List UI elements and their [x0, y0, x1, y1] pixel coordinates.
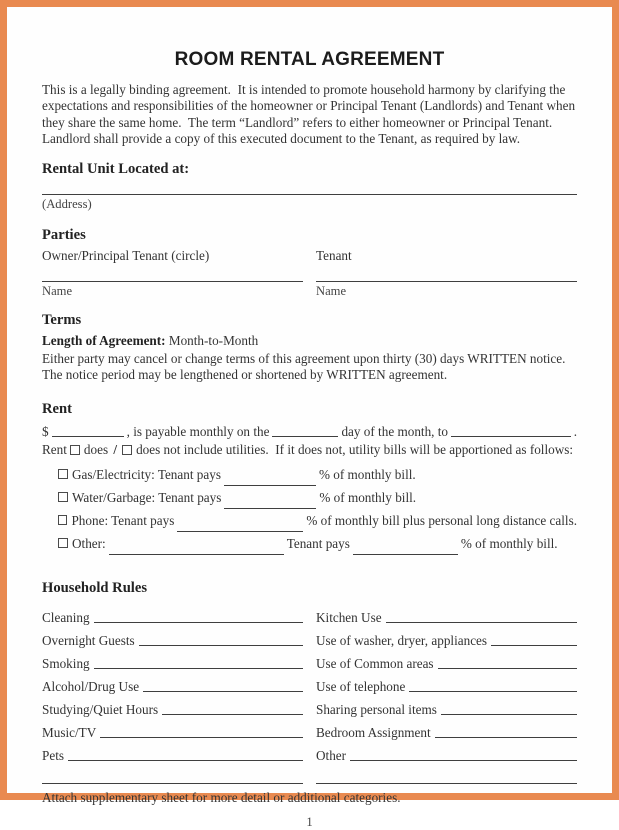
- intro-paragraph: This is a legally binding agreement. It is intended to promote household harmony by clarifying the expectations and responsibilities of the homeowner or Principal Tenant (Landlords) and Tenant when they share the same home. The term “Landlord” refers to either homeowner or Principal Tenant. Landlord shall provide a copy of this executed document to the Tenant, as required by law.: [42, 82, 579, 147]
- tenant-name-field: [316, 281, 577, 299]
- rule-telephone-blank: [409, 691, 577, 692]
- rule-kitchen-use-blank: [386, 622, 577, 623]
- does-label: does: [83, 441, 109, 457]
- rule-alcohol-drug: [42, 673, 303, 696]
- page-number: 1: [306, 814, 313, 829]
- rule-extra-left: [42, 765, 303, 788]
- rule-overnight-guests-label: Overnight Guests: [42, 632, 135, 648]
- gas-percent-blank: [224, 474, 316, 486]
- rule-bedroom-assignment-label: Bedroom Assignment: [316, 724, 431, 740]
- rule-washer-dryer-blank: [491, 645, 577, 646]
- gas-checkbox-icon: [58, 469, 68, 479]
- household-rules-heading: Household Rules: [42, 579, 148, 596]
- rent-payee-blank: [451, 425, 571, 437]
- slash-separator: /: [113, 441, 118, 457]
- rule-sharing-items: [316, 696, 577, 719]
- rule-other-blank: [350, 760, 577, 761]
- owner-name-caption: Name: [42, 283, 73, 298]
- utility-item-phone: [55, 513, 577, 536]
- other-desc-blank: [109, 543, 284, 555]
- parties-heading: Parties: [42, 226, 86, 243]
- rent-day-blank: [272, 425, 338, 437]
- rule-other: [316, 742, 577, 765]
- rule-common-areas-label: Use of Common areas: [316, 655, 434, 671]
- other-percent-blank: [353, 543, 458, 555]
- rule-music-tv-label: Music/TV: [42, 724, 97, 740]
- terms-heading: Terms: [42, 311, 82, 328]
- owner-name-field: [42, 281, 303, 299]
- rule-music-tv-blank: [100, 737, 303, 738]
- owner-principal-label: Owner/Principal Tenant (circle): [42, 247, 210, 263]
- rental-unit-heading: Rental Unit Located at:: [42, 160, 190, 177]
- rent-payable-line: [42, 424, 577, 440]
- other-mid-label: Tenant pays: [286, 535, 350, 551]
- does-not-label: does not include utilities. If it does not, utility bills will be apportioned as follows:: [136, 441, 574, 457]
- water-label: Water/Garbage: Tenant pays: [72, 489, 222, 505]
- rule-common-areas: [316, 650, 577, 673]
- water-checkbox-icon: [58, 492, 68, 502]
- document-page: [7, 7, 612, 829]
- rule-cleaning-blank: [94, 622, 303, 623]
- rule-washer-dryer: [316, 627, 577, 650]
- does-checkbox-icon: [70, 445, 80, 455]
- rule-other-label: Other: [316, 747, 347, 763]
- rent-amount-blank: [52, 425, 124, 437]
- rent-utilities-pre: Rent: [42, 441, 67, 457]
- rule-extra-left-blank: [42, 783, 303, 784]
- rule-cleaning: [42, 604, 303, 627]
- rule-quiet-hours-blank: [162, 714, 303, 715]
- rule-pets: [42, 742, 303, 765]
- rule-quiet-hours-label: Studying/Quiet Hours: [42, 701, 159, 717]
- water-percent-blank: [224, 497, 316, 509]
- rule-alcohol-drug-blank: [143, 691, 303, 692]
- phone-suffix: % of monthly bill plus personal long distance calls.: [306, 512, 577, 528]
- length-of-agreement-label: Length of Agreement:: [42, 332, 166, 348]
- utility-item-water: [55, 490, 577, 513]
- rule-kitchen-use: [316, 604, 577, 627]
- length-of-agreement-line: [42, 333, 577, 349]
- rent-payable-text-2: day of the month, to: [341, 423, 449, 439]
- address-caption: (Address): [42, 196, 92, 211]
- tenant-label: Tenant: [316, 247, 352, 263]
- rule-music-tv: [42, 719, 303, 742]
- tenant-name-caption: Name: [316, 283, 347, 298]
- rule-sharing-items-blank: [441, 714, 577, 715]
- other-checkbox-icon: [58, 538, 68, 548]
- other-suffix: % of monthly bill.: [460, 535, 558, 551]
- rule-smoking: [42, 650, 303, 673]
- phone-checkbox-icon: [58, 515, 67, 525]
- rule-sharing-items-label: Sharing personal items: [316, 701, 437, 717]
- rule-smoking-blank: [94, 668, 303, 669]
- rule-cleaning-label: Cleaning: [42, 609, 90, 625]
- rule-telephone-label: Use of telephone: [316, 678, 406, 694]
- tenant-name-blank-line: [316, 281, 577, 282]
- rule-kitchen-use-label: Kitchen Use: [316, 609, 382, 625]
- length-of-agreement-value: Month-to-Month: [165, 332, 259, 348]
- gas-suffix: % of monthly bill.: [318, 466, 416, 482]
- rule-overnight-guests-blank: [139, 645, 303, 646]
- utility-item-gas: [55, 467, 577, 490]
- rule-alcohol-drug-label: Alcohol/Drug Use: [42, 678, 140, 694]
- phone-label: Phone: Tenant pays: [71, 512, 175, 528]
- attach-note: Attach supplementary sheet for more detail or additional categories.: [42, 789, 401, 805]
- other-label: Other:: [72, 535, 106, 551]
- rule-pets-label: Pets: [42, 747, 64, 763]
- rule-extra-right: [316, 765, 577, 788]
- owner-name-blank-line: [42, 281, 303, 282]
- rule-quiet-hours: [42, 696, 303, 719]
- does-not-checkbox-icon: [122, 445, 132, 455]
- gas-label: Gas/Electricity: Tenant pays: [72, 466, 221, 482]
- rent-payable-text-1: , is payable monthly on the: [126, 423, 270, 439]
- utility-item-other: [55, 536, 577, 559]
- water-suffix: % of monthly bill.: [319, 489, 417, 505]
- rule-overnight-guests: [42, 627, 303, 650]
- rule-pets-blank: [68, 760, 303, 761]
- rent-dollar-sign: $: [42, 423, 49, 439]
- document-title: ROOM RENTAL AGREEMENT: [174, 49, 445, 70]
- notice-paragraph: Either party may cancel or change terms of this agreement upon thirty (30) days WRITTEN notice. The notice period may be lengthened or shortened by WRITTEN agreement.: [42, 350, 566, 383]
- rule-washer-dryer-label: Use of washer, dryer, appliances: [316, 632, 488, 648]
- rule-bedroom-assignment-blank: [435, 737, 577, 738]
- rent-payable-period: .: [573, 423, 577, 439]
- rule-extra-right-blank: [316, 783, 577, 784]
- rule-smoking-label: Smoking: [42, 655, 90, 671]
- rule-telephone: [316, 673, 577, 696]
- rule-bedroom-assignment: [316, 719, 577, 742]
- rent-heading: Rent: [42, 400, 72, 417]
- address-blank-line: [42, 194, 577, 195]
- rule-common-areas-blank: [438, 668, 577, 669]
- phone-percent-blank: [177, 520, 303, 532]
- rent-utilities-line: [42, 442, 577, 458]
